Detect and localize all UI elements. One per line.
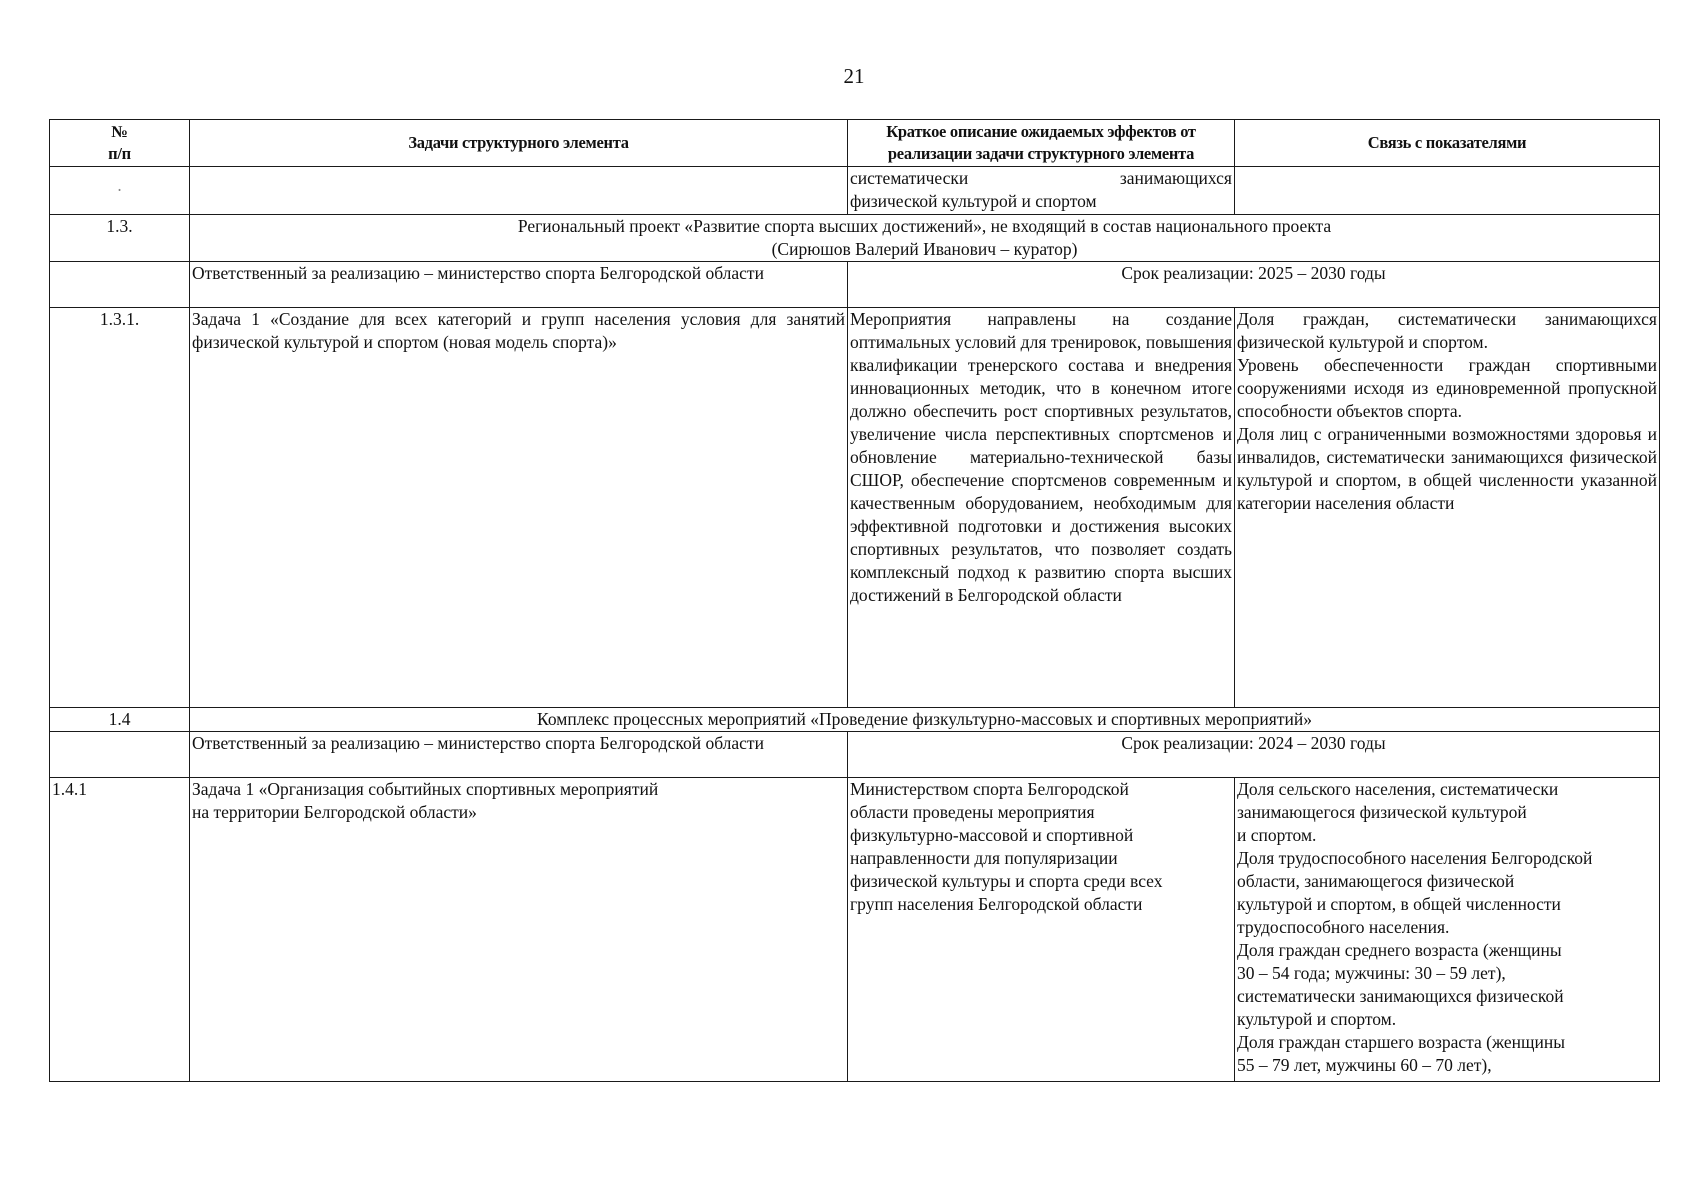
text-line: Доля граждан старшего возраста (женщины bbox=[1237, 1032, 1565, 1052]
row-number: 1.3. bbox=[50, 215, 190, 262]
table-header-row bbox=[50, 120, 1660, 167]
measures-table bbox=[49, 119, 1660, 1082]
text-line: культурой и спортом. bbox=[1237, 1009, 1397, 1029]
text-line: систематически занимающихся физической bbox=[1237, 986, 1564, 1006]
section-row-1-4 bbox=[50, 708, 1660, 732]
section-title: Комплекс процессных мероприятий «Проведение физкультурно-массовых и спортивных мероприятий» bbox=[190, 708, 1660, 732]
responsible-row-1-3 bbox=[50, 262, 1660, 308]
responsible-cell: Ответственный за реализацию – министерство спорта Белгородской области bbox=[190, 732, 848, 778]
task-cell: Задача 1 «Создание для всех категорий и групп населения условия для занятий физической культурой и спортом (новая модель спорта)» bbox=[190, 308, 848, 708]
indicator-item: Доля лиц с ограниченными возможностями здоровья и инвалидов, систематически занимающихся физической культурой и спортом, в общей численности указанной категории населения области bbox=[1237, 424, 1657, 513]
text-line: на территории Белгородской области» bbox=[192, 802, 477, 822]
responsible-cell: Ответственный за реализацию – министерство спорта Белгородской области bbox=[190, 262, 848, 308]
indicators-cell bbox=[1235, 167, 1660, 215]
table-row-1-4-1 bbox=[50, 778, 1660, 1082]
text-line: групп населения Белгородской области bbox=[850, 894, 1143, 914]
text-line: физкультурно-массовой и спортивной bbox=[850, 825, 1134, 845]
header-indicators: Связь с показателями bbox=[1235, 120, 1660, 167]
header-number: № п/п bbox=[50, 120, 190, 167]
text-line: Министерством спорта Белгородской bbox=[850, 779, 1129, 799]
text-line: области, занимающегося физической bbox=[1237, 871, 1515, 891]
text-line: направленности для популяризации bbox=[850, 848, 1118, 868]
text-line: физической культурой и спортом bbox=[850, 191, 1097, 211]
text-line: 30 – 54 года; мужчины: 30 – 59 лет), bbox=[1237, 963, 1506, 983]
page-number: 21 bbox=[843, 64, 865, 88]
text-line: области проведены мероприятия bbox=[850, 802, 1095, 822]
indicator-item: Уровень обеспеченности граждан спортивными сооружениями исходя из единовременной пропускной способности объектов спорта. bbox=[1237, 355, 1657, 421]
text-line: трудоспособного населения. bbox=[1237, 917, 1450, 937]
text-line: систематически занимающихся bbox=[850, 168, 1232, 188]
text-line: физической культуры и спорта среди всех bbox=[850, 871, 1163, 891]
task-cell bbox=[190, 778, 848, 1082]
term-cell: Срок реализации: 2025 – 2030 годы bbox=[848, 262, 1660, 308]
row-number: · bbox=[50, 167, 190, 215]
text-line: Доля сельского населения, систематически bbox=[1237, 779, 1559, 799]
text-line: занимающегося физической культурой bbox=[1237, 802, 1527, 822]
text-line: культурой и спортом, в общей численности bbox=[1237, 894, 1561, 914]
text-line: Доля трудоспособного населения Белгородской bbox=[1237, 848, 1593, 868]
row-number bbox=[50, 732, 190, 778]
term-cell: Срок реализации: 2024 – 2030 годы bbox=[848, 732, 1660, 778]
header-effects: Краткое описание ожидаемых эффектов от реализации задачи структурного элемента bbox=[848, 120, 1235, 167]
effects-cell: Мероприятия направлены на создание оптимальных условий для тренировок, повышения квалификации тренерского состава и внедрения инновационных методик, что в конечном итоге должно обеспечить рост спортивных результатов, увеличение числа перспективных спортсменов и обновление материально-технической базы СШОР, обеспечение спортсменов современным и качественным оборудованием, необходимым для эффективной подготовки и достижения высоких спортивных результатов, что позволяет создать комплексный подход к развитию спорта высших достижений в Белгородской области bbox=[848, 308, 1235, 708]
responsible-row-1-4 bbox=[50, 732, 1660, 778]
section-row-1-3 bbox=[50, 215, 1660, 262]
indicators-cell bbox=[1235, 778, 1660, 1082]
text-line: 55 – 79 лет, мужчины 60 – 70 лет), bbox=[1237, 1055, 1492, 1075]
row-number: 1.4 bbox=[50, 708, 190, 732]
section-title bbox=[190, 215, 1660, 262]
section-title-line: Региональный проект «Развитие спорта высших достижений», не входящий в состав национального проекта bbox=[517, 216, 1332, 236]
row-number: 1.3.1. bbox=[50, 308, 190, 708]
effects-cell bbox=[848, 778, 1235, 1082]
text-line: и спортом. bbox=[1237, 825, 1317, 845]
row-number: 1.4.1 bbox=[50, 778, 190, 1082]
header-tasks: Задачи структурного элемента bbox=[190, 120, 848, 167]
table-row-1-3-1 bbox=[50, 308, 1660, 708]
text-line: Задача 1 «Организация событийных спортивных мероприятий bbox=[192, 779, 659, 799]
indicators-cell bbox=[1235, 308, 1660, 708]
row-number bbox=[50, 262, 190, 308]
text-line: Доля граждан среднего возраста (женщины bbox=[1237, 940, 1562, 960]
section-curator-line: (Сирюшов Валерий Иванович – куратор) bbox=[771, 239, 1078, 259]
task-cell bbox=[190, 167, 848, 215]
effects-cell bbox=[848, 167, 1235, 215]
indicator-item: Доля граждан, систематически занимающихся физической культурой и спортом. bbox=[1237, 309, 1657, 352]
table-row-continuation bbox=[50, 167, 1660, 215]
